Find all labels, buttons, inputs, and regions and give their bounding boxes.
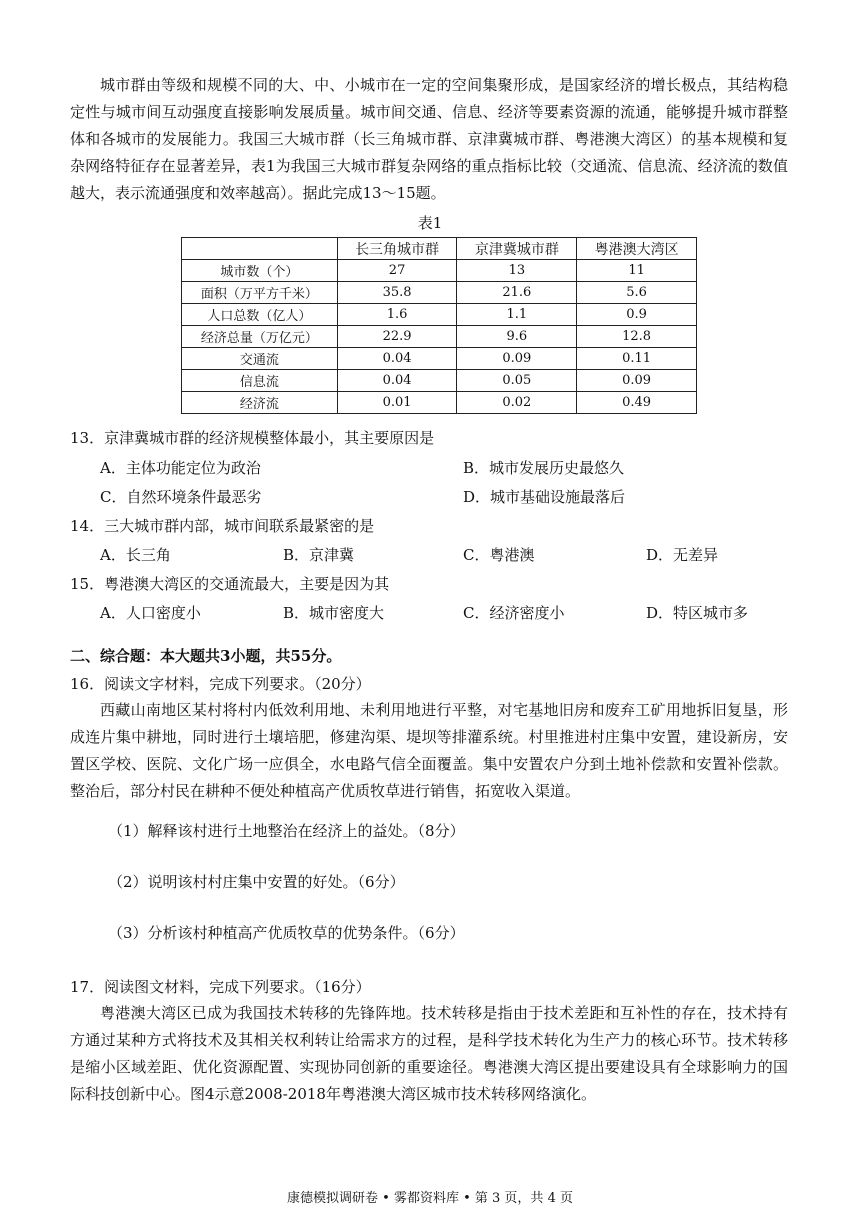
city-cluster-table [181, 237, 697, 414]
question-13-option-d: D．城市基础设施最落后 [463, 488, 626, 506]
table-row [182, 370, 697, 392]
question-15-option-d: D．特区城市多 [646, 604, 749, 622]
table-cell: 9.6 [457, 326, 577, 348]
question-16-sub-3: （3）分析该村种植高产优质牧草的优势条件。（6分） [108, 924, 465, 942]
table-cell: 城市数（个） [182, 260, 338, 282]
table-row [182, 326, 697, 348]
table-cell: 35.8 [337, 282, 457, 304]
table-cell: 0.04 [337, 348, 457, 370]
table-header-cell: 长三角城市群 [337, 238, 457, 260]
table-cell: 0.09 [577, 370, 697, 392]
table-cell: 0.04 [337, 370, 457, 392]
table-cell: 1.1 [457, 304, 577, 326]
table-cell: 22.9 [337, 326, 457, 348]
table-header-cell [182, 238, 338, 260]
question-14-option-a: A．长三角 [100, 546, 171, 564]
question-16-sub-2: （2）说明该村村庄集中安置的好处。（6分） [108, 873, 405, 891]
question-13-option-c: C．自然环境条件最恶劣 [100, 488, 262, 506]
table-row [182, 392, 697, 414]
question-15-option-c: C．经济密度小 [463, 604, 565, 622]
intro-paragraph: 城市群由等级和规模不同的大、中、小城市在一定的空间集聚形成，是国家经济的增长极点，其结构稳定性与城市间互动强度直接影响发展质量。城市间交通、信息、经济等要素资源的流通，能够提升城市群整体和各城市的发展能力。我国三大城市群（长三角城市群、京津冀城市群、粤港澳大湾区）的基本规模和复杂网络特征存在显著差异，表1为我国三大城市群复杂网络的重点指标比较（交通流、信息流、经济流的数值越大，表示流通强度和效率越高）。据此完成13～15题。 [70, 76, 788, 202]
question-13-stem: 13．京津冀城市群的经济规模整体最小，其主要原因是 [70, 429, 435, 447]
table-cell: 面积（万平方千米） [182, 282, 338, 304]
question-15-option-b: B．城市密度大 [283, 604, 385, 622]
table-cell: 13 [457, 260, 577, 282]
table-cell: 交通流 [182, 348, 338, 370]
table-row [182, 282, 697, 304]
question-16-stem: 16．阅读文字材料，完成下列要求。（20分） [70, 675, 371, 693]
question-17-stem: 17．阅读图文材料，完成下列要求。（16分） [70, 978, 371, 996]
page-footer: 康德模拟调研卷 • 雾都资料库 • 第 3 页，共 4 页 [287, 1191, 573, 1206]
table-cell: 0.9 [577, 304, 697, 326]
table-cell: 信息流 [182, 370, 338, 392]
table-cell: 0.11 [577, 348, 697, 370]
table-cell: 12.8 [577, 326, 697, 348]
table-row [182, 304, 697, 326]
question-16-material: 西藏山南地区某村将村内低效利用地、未利用地进行平整，对宅基地旧房和废弃工矿用地拆旧复垦，形成连片集中耕地，同时进行土壤培肥，修建沟渠、堤坝等排灌系统。村里推进村庄集中安置，建设新房，安置区学校、医院、文化广场一应俱全，水电路气信全面覆盖。集中安置农户分到土地补偿款和安置补偿款。整治后，部分村民在耕种不便处种植高产优质牧草进行销售，拓宽收入渠道。 [70, 701, 788, 800]
table-header-cell: 粤港澳大湾区 [577, 238, 697, 260]
table-row [182, 348, 697, 370]
table-cell: 经济总量（万亿元） [182, 326, 338, 348]
question-15-option-a: A．人口密度小 [100, 604, 201, 622]
table-caption: 表1 [417, 214, 443, 232]
question-13-option-a: A．主体功能定位为政治 [100, 459, 261, 477]
table-cell: 21.6 [457, 282, 577, 304]
table-cell: 11 [577, 260, 697, 282]
table-cell: 0.01 [337, 392, 457, 414]
table-cell: 1.6 [337, 304, 457, 326]
table-cell: 0.05 [457, 370, 577, 392]
table-cell: 经济流 [182, 392, 338, 414]
question-16-sub-1: （1）解释该村进行土地整治在经济上的益处。（8分） [108, 822, 465, 840]
question-14-stem: 14．三大城市群内部，城市间联系最紧密的是 [70, 517, 375, 535]
table-cell: 人口总数（亿人） [182, 304, 338, 326]
table-cell: 27 [337, 260, 457, 282]
table-cell: 0.49 [577, 392, 697, 414]
question-15-stem: 15．粤港澳大湾区的交通流最大，主要是因为其 [70, 575, 390, 593]
table-header-cell: 京津冀城市群 [457, 238, 577, 260]
table-cell: 0.02 [457, 392, 577, 414]
question-14-option-c: C．粤港澳 [463, 546, 535, 564]
table-cell: 5.6 [577, 282, 697, 304]
table-cell: 0.09 [457, 348, 577, 370]
question-17-material: 粤港澳大湾区已成为我国技术转移的先锋阵地。技术转移是指由于技术差距和互补性的存在，技术持有方通过某种方式将技术及其相关权利转让给需求方的过程，是科学技术转化为生产力的核心环节。技术转移是缩小区域差距、优化资源配置、实现协同创新的重要途径。粤港澳大湾区提出要建设具有全球影响力的国际科技创新中心。图4示意2008-2018年粤港澳大湾区城市技术转移网络演化。 [70, 1004, 788, 1103]
section-heading: 二、综合题：本大题共3小题，共55分。 [70, 647, 342, 665]
question-14-option-d: D．无差异 [646, 546, 719, 564]
question-14-option-b: B．京津冀 [283, 546, 355, 564]
table-header-row [182, 238, 697, 260]
question-13-option-b: B．城市发展历史最悠久 [463, 459, 625, 477]
table-row [182, 260, 697, 282]
